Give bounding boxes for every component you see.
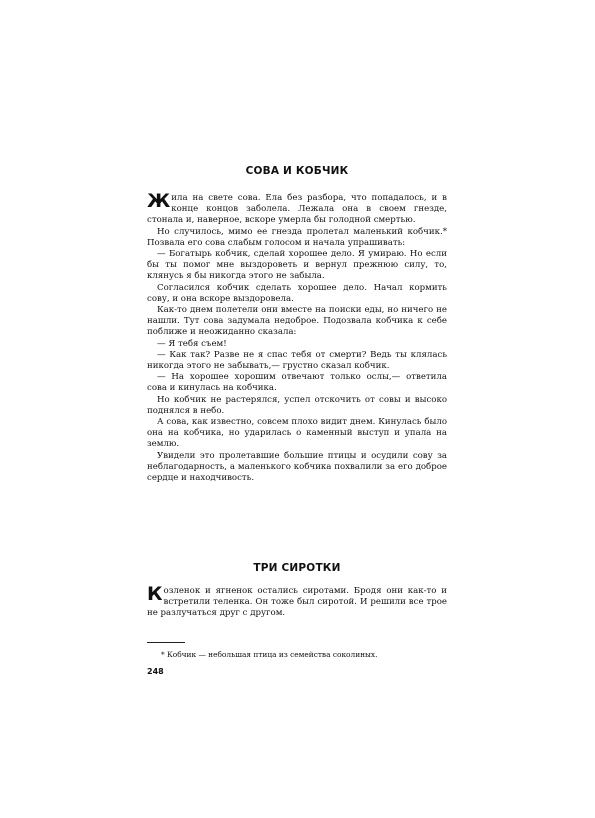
story-title-orphans: ТРИ СИРОТКИ: [253, 562, 341, 574]
paragraph: — На хорошее хорошим отвечают только ослы,— ответила сова и кинулась на кобчика.: [147, 372, 447, 394]
page-number: 248: [147, 667, 164, 676]
drop-cap: К: [147, 583, 163, 605]
story-owl-text: [147, 190, 447, 484]
paragraph: Но кобчик не растерялся, успел отскочить от совы и высоко поднялся в небо.: [147, 394, 447, 416]
footnote: * Кобчик — небольшая птица из семейства соколиных.: [161, 650, 378, 659]
paragraph: Козленок и ягненок остались сиротами. Бродя они как-то и встретили теленка. Он тоже был сиротой. И решили все трое не разлучаться друг с другом.: [147, 583, 447, 619]
story-title-owl: СОВА И КОБЧИК: [245, 165, 349, 177]
paragraph: Но случилось, мимо ее гнезда пролетал маленький кобчик.* Позвала его сова слабым голосом и начала упрашивать:: [147, 226, 447, 248]
paragraph: Как-то днем полетели они вместе на поиски еды, но ничего не нашли. Тут сова задумала недоброе. Подозвала кобчика к себе поближе и неожиданно сказала:: [147, 305, 447, 338]
footnote-divider: [147, 642, 185, 643]
paragraph: — Я тебя съем!: [157, 338, 227, 349]
paragraph: Согласился кобчик сделать хорошее дело. Начал кормить сову, и она вскоре выздоровела.: [147, 282, 447, 304]
paragraph: — Как так? Разве не я спас тебя от смерти? Ведь ты клялась никогда этого не забывать,— грустно сказал кобчик.: [147, 349, 447, 372]
paragraph: Увидели это пролетавшие большие птицы и осудили сову за неблагодарность, а маленького кобчика похвалили за его доброе сердце и находчивость.: [147, 450, 447, 484]
paragraph: — Богатырь кобчик, сделай хорошее дело. Я умираю. Но если бы ты помог мне выздороветь и вернул прежнюю силу, то, клянусь я бы никогда этого не забыла.: [147, 249, 447, 282]
story-orphans-text: [147, 583, 447, 620]
paragraph: Жила на свете сова. Ела без разбора, что попадалось, и в конце концов заболела. Лежала она в своем гнезде, стонала и, наверное, вскоре умерла бы голодной смертью.: [147, 190, 447, 226]
drop-cap: Ж: [147, 190, 171, 212]
paragraph: А сова, как известно, совсем плохо видит днем. Кинулась было она на кобчика, но ударилась о каменный выступ и упала на землю.: [147, 417, 447, 450]
